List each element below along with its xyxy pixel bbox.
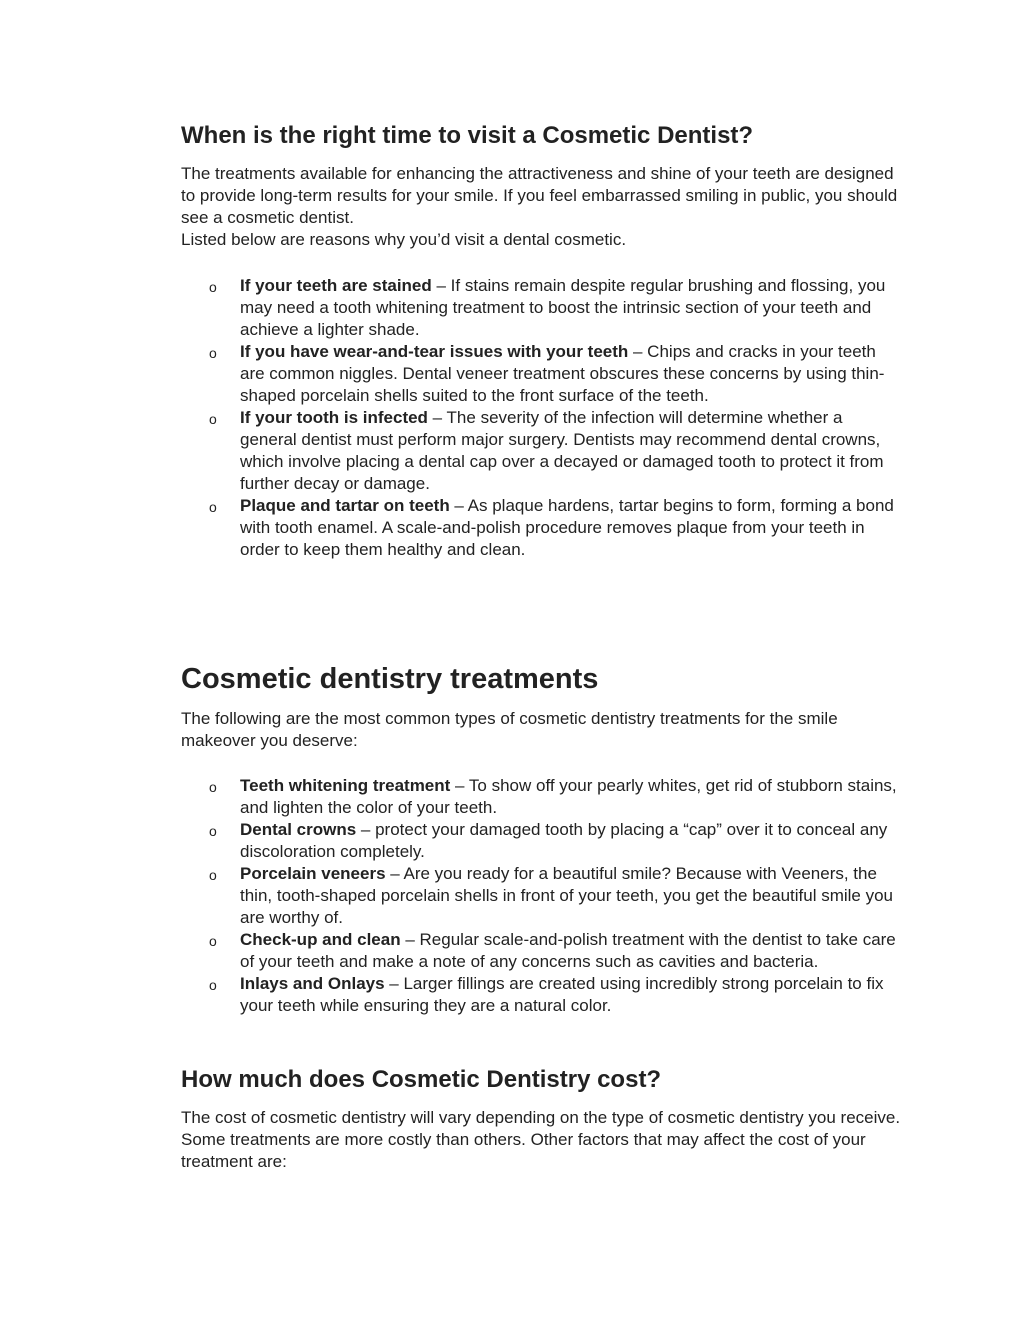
bullet-icon: o: [209, 279, 217, 295]
item-text: – Larger fillings are created using incredibly strong porcelain to fix your teeth while ensuring they are a natural color.: [240, 974, 884, 1015]
section-heading: Cosmetic dentistry treatments: [181, 663, 599, 695]
item-title: Porcelain veneers: [240, 864, 386, 883]
list-item: [181, 973, 903, 1017]
item-text: – To show off your pearly whites, get rid of stubborn stains, and lighten the color of your teeth.: [240, 776, 897, 817]
list-item: [181, 819, 903, 863]
item-title: Plaque and tartar on teeth: [240, 496, 450, 515]
item-title: If your tooth is infected: [240, 408, 428, 427]
item-title: Inlays and Onlays: [240, 974, 385, 993]
item-text: – Chips and cracks in your teeth are common niggles. Dental veneer treatment obscures these concerns by using thin-shaped porcelain shells suited to the front surface of the teeth.: [240, 342, 885, 405]
item-title: Dental crowns: [240, 820, 357, 839]
item-text: – Are you ready for a beautiful smile? Because with Veeners, the thin, tooth-shaped porcelain shells in front of your teeth, you get the beautiful smile you are worthy of.: [240, 864, 894, 927]
item-text: – As plaque hardens, tartar begins to form, forming a bond with tooth enamel. A scale-and-polish procedure removes plaque from your teeth in order to keep them healthy and clean.: [240, 496, 894, 559]
paragraph: Listed below are reasons why you’d visit a dental cosmetic.: [181, 230, 627, 249]
item-title: Check-up and clean: [240, 930, 401, 949]
list-item: [181, 407, 903, 495]
list-item: [181, 495, 903, 561]
item-text: – If stains remain despite regular brushing and flossing, you may need a tooth whitening treatment to boost the intrinsic section of your teeth and achieve a lighter shade.: [240, 276, 886, 339]
item-title: Teeth whitening treatment: [240, 776, 451, 795]
list-item: [181, 863, 903, 929]
bullet-icon: o: [209, 867, 217, 883]
bullet-icon: o: [209, 823, 217, 839]
list-item: [181, 929, 903, 973]
item-text: – Regular scale-and-polish treatment with the dentist to take care of your teeth and make a note of any concerns such as cavities and bacteria.: [240, 930, 896, 971]
list-item: [181, 775, 903, 819]
section-body: [181, 163, 903, 251]
paragraph: The following are the most common types of cosmetic dentistry treatments for the smile makeover you deserve:: [181, 709, 838, 750]
bullet-icon: o: [209, 411, 217, 427]
item-title: If you have wear-and-tear issues with your teeth: [240, 342, 629, 361]
reasons-list: [181, 275, 903, 561]
item-text: – The severity of the infection will determine whether a general dentist must perform major surgery. Dentists may recommend dental crowns, which involve placing a dental cap over a decayed or damaged tooth to protect it from further decay or damage.: [240, 408, 884, 493]
item-title: If your teeth are stained: [240, 276, 432, 295]
section-heading: When is the right time to visit a Cosmetic Dentist?: [181, 122, 754, 149]
paragraph: The treatments available for enhancing the attractiveness and shine of your teeth are designed to provide long-term results for your smile. If you feel embarrassed smiling in public, you should see a cosmetic dentist.: [181, 164, 898, 227]
bullet-icon: o: [209, 345, 217, 361]
bullet-icon: o: [209, 977, 217, 993]
paragraph: The cost of cosmetic dentistry will vary depending on the type of cosmetic dentistry you receive. Some treatments are more costly than others. Other factors that may affect the cost of your treatment are:: [181, 1108, 901, 1171]
bullet-icon: o: [209, 779, 217, 795]
item-text: – protect your damaged tooth by placing a “cap” over it to conceal any discoloration completely.: [240, 820, 888, 861]
treatments-list: [181, 775, 903, 1017]
section-heading: How much does Cosmetic Dentistry cost?: [181, 1066, 662, 1093]
list-item: [181, 341, 903, 407]
list-item: [181, 275, 903, 341]
bullet-icon: o: [209, 933, 217, 949]
bullet-icon: o: [209, 499, 217, 515]
